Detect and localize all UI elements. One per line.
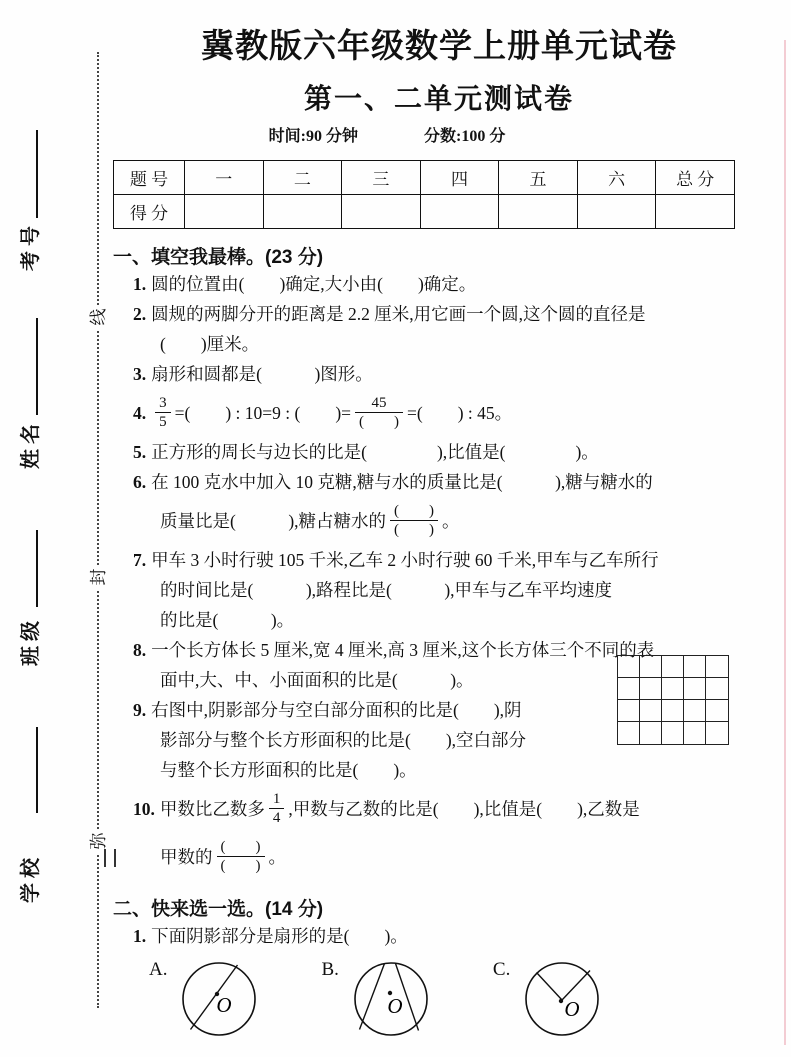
- main-content: [113, 0, 765, 1041]
- score-cell: [499, 195, 578, 229]
- seal-char-xian: 线: [86, 305, 112, 329]
- question-9-line3: 与整个长方形面积的比是( )。: [160, 760, 417, 780]
- score-cell: [656, 195, 735, 229]
- option-c-label: C.: [492, 959, 511, 980]
- score-col-3: 三: [342, 161, 421, 195]
- score-table-row2-label: 得 分: [114, 195, 185, 229]
- question-8-line2: 面中,大、中、小面面积的比是( )。: [160, 670, 474, 690]
- score-label: 分数:100 分: [424, 128, 506, 145]
- score-col-5: 五: [499, 161, 578, 195]
- xingming-write-line: [36, 318, 38, 415]
- seal-dotted-line: [97, 52, 99, 1008]
- xuexiao-write-line: [36, 727, 38, 813]
- exam-meta: [61, 123, 713, 146]
- fraction-3-5: $\frac{3}{5}$: [155, 394, 171, 431]
- score-cell: [263, 195, 342, 229]
- svg-text:O: O: [216, 993, 233, 1017]
- score-table-score-row: [114, 195, 735, 229]
- score-col-1: 一: [185, 161, 264, 195]
- seal-char-feng: 封: [86, 565, 112, 589]
- svg-text:O: O: [387, 994, 403, 1018]
- question-5: 5. 正方形的周长与边长的比是( ),比值是( )。: [133, 442, 599, 462]
- score-col-6: 六: [577, 161, 656, 195]
- score-col-total: 总 分: [656, 161, 735, 195]
- kaohao-write-line: [36, 130, 38, 218]
- question-3: 3. 扇形和圆都是( )图形。: [133, 364, 373, 384]
- svg-text:O: O: [564, 997, 580, 1021]
- score-col-4: 四: [420, 161, 499, 195]
- exam-subtitle: 第一、二单元测试卷: [303, 84, 574, 115]
- option-a: [149, 957, 261, 1041]
- question-8: 8. 一个长方体长 5 厘米,宽 4 厘米,高 3 厘米,这个长方体三个不同的表: [133, 640, 655, 660]
- score-cell: [420, 195, 499, 229]
- question-9-line2: 影部分与整个长方形面积的比是( ),空白部分: [160, 730, 527, 750]
- question-2-line2: ( )厘米。: [160, 334, 260, 354]
- question-7: 7. 甲车 3 小时行驶 105 千米,乙车 2 小时行驶 60 千米,甲车与乙车所行: [133, 550, 659, 570]
- sidebar-field-banji: 班级: [20, 616, 42, 666]
- question-2: 2. 圆规的两脚分开的距离是 2.2 厘米,用它画一个圆,这个圆的直径是: [133, 304, 646, 324]
- seal-char-mi: 弥: [86, 829, 112, 853]
- option-b: [321, 957, 432, 1041]
- question-7-line3: 的比是( )。: [160, 610, 295, 630]
- right-margin-line: [784, 40, 786, 1045]
- fraction-45-blank: $\frac{45}{( )}$: [355, 394, 403, 431]
- score-table-row1-label: 题 号: [114, 161, 185, 195]
- score-table-header-row: [114, 161, 735, 195]
- exam-title: 冀教版六年级数学上册单元试卷: [201, 27, 677, 64]
- score-cell: [577, 195, 656, 229]
- area-grid: [617, 655, 729, 745]
- question-6: 6. 在 100 克水中加入 10 克糖,糖与水的质量比是( ),糖与糖水的: [133, 472, 653, 492]
- question-9: 9. 右图中,阴影部分与空白部分面积的比是( ),阴: [133, 700, 522, 720]
- banji-write-line: [36, 530, 38, 607]
- question-10-line2: 甲数的 $\frac{( )}{( )}$ 。: [160, 839, 286, 875]
- option-c-circle-sector-diagram: [520, 957, 604, 1041]
- score-cell: [185, 195, 264, 229]
- option-c: [493, 957, 604, 1041]
- time-label: 时间:90 分钟: [268, 128, 358, 145]
- option-a-label: A.: [149, 959, 168, 980]
- sidebar-field-xingming: 姓名: [20, 419, 42, 469]
- section2-question-1: 1. 下面阴影部分是扇形的是( )。: [133, 926, 408, 946]
- fraction-blank-blank-2: $\frac{( )}{( )}$: [217, 838, 265, 875]
- sidebar-field-kaohao: 考号: [20, 221, 42, 271]
- choice-options-row: [113, 957, 765, 1041]
- question-6-line2: 质量比是( ),糖占糖水的 $\frac{( )}{( )}$ 。: [160, 503, 460, 539]
- fraction-blank-blank: $\frac{( )}{( )}$: [390, 502, 438, 539]
- score-table: [113, 160, 735, 229]
- score-cell: [342, 195, 421, 229]
- question-10: 10. 甲数比乙数多 $\frac{1}{4}$ ,甲数与乙数的比是( ),比值是( ),乙数是: [133, 791, 640, 827]
- section2-heading: 二、快来选一选。(14 分): [113, 899, 324, 920]
- question-1: 1. 圆的位置由( )确定,大小由( )确定。: [133, 274, 477, 294]
- fraction-1-4: $\frac{1}{4}$: [269, 790, 285, 827]
- option-b-circle-wedge-diagram: [349, 957, 433, 1041]
- option-b-label: B.: [321, 959, 339, 980]
- option-a-circle-chord-diagram: [177, 957, 261, 1041]
- sidebar-field-xuexiao: 学校: [20, 853, 42, 903]
- question-4: 4. $\frac{3}{5}$ =( ) : 10=9 : ( )= $\frac{45}{( )}$ =( ) : 45。: [133, 395, 513, 431]
- question-7-line2: 的时间比是( ),路程比是( ),甲车与乙车平均速度: [160, 580, 613, 600]
- section1-heading: 一、填空我最棒。(23 分): [113, 247, 324, 268]
- score-col-2: 二: [263, 161, 342, 195]
